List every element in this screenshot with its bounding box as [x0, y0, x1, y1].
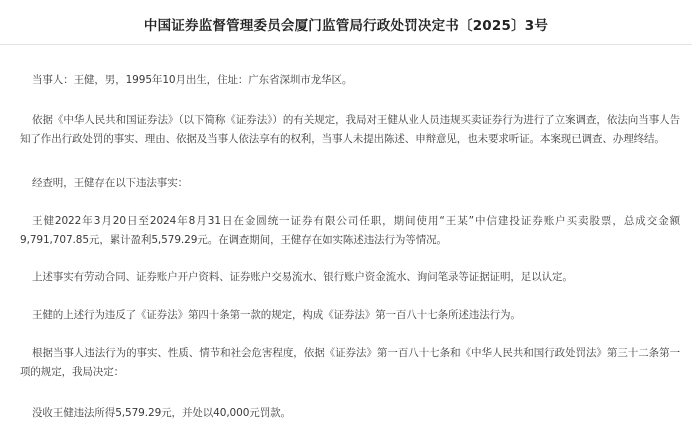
paragraph-decision-basis: 根据当事人违法行为的事实、性质、情节和社会危害程度，依据《证券法》第一百八十七条和《中华人民共和国行政处罚法》第三十二条第一项的规定，我局决定：	[20, 347, 680, 378]
paragraph-violation-facts: 王健2022年3月20日至2024年8月31日在金圆统一证券有限公司任职，期间使用“王某”中信建投证券账户买卖股票，总成交金额9,791,707.85元，累计盈利5,579.29元。在调查期间，王健存在如实陈述违法行为等情况。	[20, 215, 680, 246]
paragraph-basis: 依据《中华人民共和国证券法》（以下简称《证券法》）的有关规定，我局对王健从业人员违规买卖证券行为进行了立案调查，依法向当事人告知了作出行政处罚的事实、理由、依据及当事人依法享有的权利，当事人未提出陈述、申辩意见，也未要求听证。本案现已调查、办理终结。	[20, 114, 680, 145]
paragraph-legal-violation: 王健的上述行为违反了《证券法》第四十条第一款的规定，构成《证券法》第一百八十七条所述违法行为。	[32, 309, 521, 321]
document-title: 中国证券监督管理委员会厦门监管局行政处罚决定书〔2025〕3号	[143, 18, 549, 34]
paragraph-party: 当事人：王健，男，1995年10月出生，住址：广东省深圳市龙华区。	[32, 74, 353, 86]
title-divider	[0, 44, 692, 45]
paragraph-penalty: 没收王健违法所得5,579.29元，并处以40,000元罚款。	[32, 407, 291, 419]
paragraph-findings-intro: 经查明，王健存在以下违法事实：	[32, 177, 188, 189]
paragraph-evidence: 上述事实有劳动合同、证券账户开户资料、证券账户交易流水、银行账户资金流水、询问笔录等证据证明，足以认定。	[32, 271, 573, 283]
